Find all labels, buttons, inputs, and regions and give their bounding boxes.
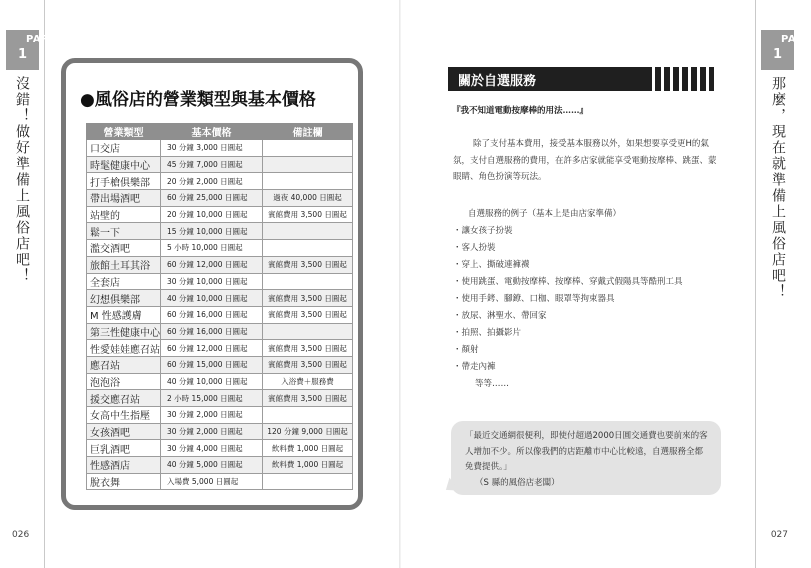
cell-note: 飲料費 1,000 日圓起 — [263, 457, 353, 474]
cell-note — [263, 323, 353, 340]
table-row — [87, 306, 353, 323]
cell-type: 口交店 — [87, 140, 161, 157]
cell-type: 濫交酒吧 — [87, 240, 161, 257]
header-price: 基本價格 — [161, 124, 263, 140]
card-title: ●風俗店的營業類型與基本價格 — [80, 90, 316, 110]
page-number-right: 027 — [770, 530, 788, 540]
cell-note: 賓館費用 3,500 日圓起 — [263, 256, 353, 273]
cell-type: 帶出場酒吧 — [87, 190, 161, 207]
cell-type: 第三性健康中心 — [87, 323, 161, 340]
cell-price: 2 小時 15,000 日圓起 — [161, 390, 263, 407]
quote-text: 「最近交通網很便利，即使付超過2000日圓交通費也要前來的客人增加不少。所以像我們的店距離市中心比較遠，自選服務全都免費提供。」 — [465, 431, 708, 472]
table-row — [87, 440, 353, 457]
quote-source: （S 縣的風俗店老闆） — [475, 477, 560, 488]
intro-paragraph: 除了支付基本費用，接受基本服務以外，如果想要享受更H的氣氛，支付自選服務的費用，在許多店家就能享受電動按摩棒、跳蛋、蒙眼睛、角色扮演等玩法。 — [453, 139, 717, 182]
table-row — [87, 156, 353, 173]
cell-type: 幻想俱樂部 — [87, 290, 161, 307]
cell-type: 性愛娃娃應召站 — [87, 340, 161, 357]
table-row — [87, 457, 353, 474]
part-label: PART — [781, 34, 811, 45]
table-row — [87, 340, 353, 357]
cell-note — [263, 473, 353, 490]
cell-note — [263, 240, 353, 257]
cell-note: 賓館費用 3,500 日圓起 — [263, 340, 353, 357]
table-row — [87, 290, 353, 307]
table-row — [87, 206, 353, 223]
cell-price: 40 分鐘 10,000 日圓起 — [161, 373, 263, 390]
table-row — [87, 473, 353, 490]
part-tab-left — [6, 30, 57, 70]
cell-note — [263, 407, 353, 424]
cell-type: 旅館土耳其浴 — [87, 256, 161, 273]
page-number-left: 026 — [12, 530, 30, 540]
list-item: ・客人扮裝 — [453, 243, 496, 253]
table-row — [87, 140, 353, 157]
table-row — [87, 190, 353, 207]
option-list-etc: 等等…… — [475, 379, 510, 389]
cell-price: 40 分鐘 10,000 日圓起 — [161, 290, 263, 307]
section-subtitle: 『我不知道電動按摩棒的用法……』 — [452, 106, 589, 116]
list-item: ・顏射 — [453, 345, 479, 355]
cell-price: 45 分鐘 7,000 日圓起 — [161, 156, 263, 173]
price-table — [86, 123, 353, 490]
cell-price: 30 分鐘 3,000 日圓起 — [161, 140, 263, 157]
price-card — [61, 58, 363, 510]
table-row — [87, 173, 353, 190]
header-note: 備註欄 — [263, 124, 353, 140]
table-body — [87, 140, 353, 490]
cell-note — [263, 156, 353, 173]
table-row — [87, 240, 353, 257]
cell-type: M 性感護膚 — [87, 306, 161, 323]
list-item: ・使用手銬、腳鐐、口枷、眼罩等拘束器具 — [453, 294, 615, 304]
option-items — [453, 223, 683, 376]
chapter-side-title-right: 那麼，現在就準備上風俗店吧！ — [770, 76, 786, 300]
cell-note: 飲料費 1,000 日圓起 — [263, 440, 353, 457]
left-page-edge — [44, 0, 45, 568]
cell-price: 入場費 5,000 日圓起 — [161, 473, 263, 490]
section-title: 關於自選服務 — [448, 67, 688, 91]
table-row — [87, 356, 353, 373]
part-label: PART — [26, 34, 57, 45]
cell-type: 站壁的 — [87, 206, 161, 223]
cell-price: 20 分鐘 2,000 日圓起 — [161, 173, 263, 190]
table-row — [87, 223, 353, 240]
cell-note — [263, 223, 353, 240]
table-row — [87, 273, 353, 290]
bubble-tail — [441, 478, 458, 497]
table-row — [87, 423, 353, 440]
cell-note: 入浴費＋服務費 — [263, 373, 353, 390]
cell-price: 60 分鐘 12,000 日圓起 — [161, 256, 263, 273]
cell-note: 賓館費用 3,500 日圓起 — [263, 206, 353, 223]
part-tab-right — [761, 30, 811, 70]
cell-type: 性感酒店 — [87, 457, 161, 474]
table-row — [87, 256, 353, 273]
book-gutter — [399, 0, 401, 568]
cell-price: 30 分鐘 2,000 日圓起 — [161, 423, 263, 440]
cell-note — [263, 273, 353, 290]
cell-type: 巨乳酒吧 — [87, 440, 161, 457]
cell-price: 60 分鐘 16,000 日圓起 — [161, 323, 263, 340]
option-list — [453, 206, 683, 393]
cell-price: 30 分鐘 4,000 日圓起 — [161, 440, 263, 457]
cell-note: 賓館費用 3,500 日圓起 — [263, 290, 353, 307]
part-number: 1 — [772, 47, 783, 62]
cell-note — [263, 140, 353, 157]
cell-type: 女孩酒吧 — [87, 423, 161, 440]
cell-price: 30 分鐘 10,000 日圓起 — [161, 273, 263, 290]
cell-note: 過夜 40,000 日圓起 — [263, 190, 353, 207]
cell-type: 全套店 — [87, 273, 161, 290]
cell-note: 賓館費用 3,500 日圓起 — [263, 390, 353, 407]
list-item: ・使用跳蛋、電動按摩棒、按摩棒、穿戴式假陽具等酷刑工具 — [453, 277, 683, 287]
cell-price: 60 分鐘 16,000 日圓起 — [161, 306, 263, 323]
list-item: ・讓女孩子扮裝 — [453, 226, 513, 236]
cell-note: 賓館費用 3,500 日圓起 — [263, 356, 353, 373]
list-item: ・拍照、拍攝影片 — [453, 328, 522, 338]
cell-type: 脫衣舞 — [87, 473, 161, 490]
cell-note — [263, 173, 353, 190]
table-row — [87, 373, 353, 390]
quote-bubble — [451, 421, 721, 495]
cell-price: 15 分鐘 10,000 日圓起 — [161, 223, 263, 240]
option-list-heading: 自選服務的例子（基本上是由店家準備） — [468, 209, 622, 219]
cell-note: 賓館費用 3,500 日圓起 — [263, 306, 353, 323]
cell-price: 60 分鐘 12,000 日圓起 — [161, 340, 263, 357]
list-item: ・穿上、撕破連褲襪 — [453, 260, 530, 270]
part-number: 1 — [17, 47, 28, 62]
cell-price: 20 分鐘 10,000 日圓起 — [161, 206, 263, 223]
cell-price: 60 分鐘 15,000 日圓起 — [161, 356, 263, 373]
list-item: ・帶走內褲 — [453, 362, 496, 372]
cell-note: 120 分鐘 9,000 日圓起 — [263, 423, 353, 440]
table-row — [87, 323, 353, 340]
chapter-side-title-left: 沒錯！做好準備上風俗店吧！ — [14, 76, 30, 284]
list-item: ・放尿、淋聖水、帶回家 — [453, 311, 547, 321]
cell-type: 鬆一下 — [87, 223, 161, 240]
cell-type: 泡泡浴 — [87, 373, 161, 390]
cell-type: 打手槍俱樂部 — [87, 173, 161, 190]
cell-price: 60 分鐘 25,000 日圓起 — [161, 190, 263, 207]
title-stripes-decoration — [646, 67, 714, 91]
cell-type: 女高中生指壓 — [87, 407, 161, 424]
cell-price: 40 分鐘 5,000 日圓起 — [161, 457, 263, 474]
cell-type: 援交應召站 — [87, 390, 161, 407]
right-page-edge — [755, 0, 756, 568]
cell-price: 5 小時 10,000 日圓起 — [161, 240, 263, 257]
table-row — [87, 407, 353, 424]
cell-type: 應召站 — [87, 356, 161, 373]
header-type: 營業類型 — [87, 124, 161, 140]
cell-type: 時髦健康中心 — [87, 156, 161, 173]
table-row — [87, 390, 353, 407]
cell-price: 30 分鐘 2,000 日圓起 — [161, 407, 263, 424]
table-header-row — [87, 124, 353, 140]
